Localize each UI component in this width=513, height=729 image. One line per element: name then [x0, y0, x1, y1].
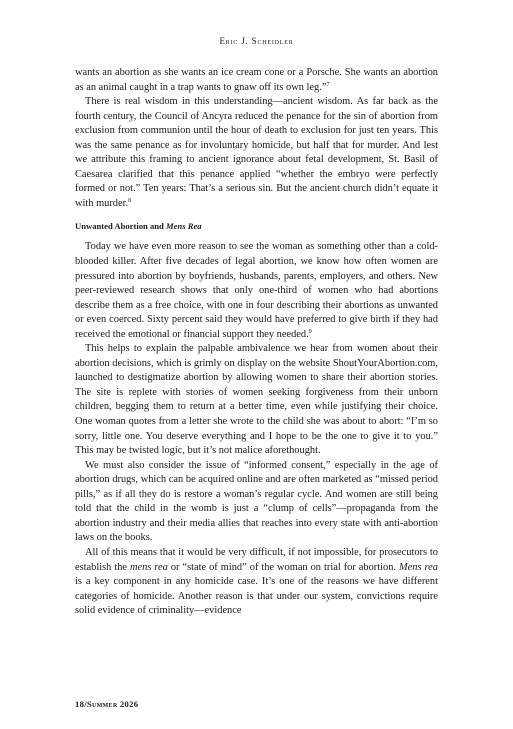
paragraph-3 — [75, 240, 438, 342]
page-folio: 18/Summer 2026 — [75, 699, 139, 709]
section-heading — [75, 220, 438, 232]
paragraph-6 — [75, 546, 438, 619]
paragraph-2 — [75, 95, 438, 211]
paragraph-1 — [75, 66, 438, 95]
paragraph-4: This helps to explain the palpable ambivalence we hear from women about their abortion decisions, which is grimly on display on the website ShoutYourAbortion.com, launched to destigmatize abortion by allowing women to share their abortion stories. The site is replete with stories of women seeking forgiveness from their unborn children, begging them to return at a better time, even while justifying their choice. One woman quotes from a letter she wrote to the child she was about to abort: “I’m so sorry, little one. You deserve everything and I hope to be the one to give it to you.” This may be twisted logic, but it’s not malice aforethought. — [75, 343, 438, 457]
paragraph-5: We must also consider the issue of “informed consent,” especially in the age of abortion drugs, which can be acquired online and are often marketed as “missed period pills,” as if all they do is restore a woman’s regular cycle. And women are still being told that the child in the womb is just a “clump of cells”—propaganda from the abortion industry and their media allies that reaches into every state with anti-abortion laws on the books. — [75, 459, 438, 544]
paragraph-2-text: There is real wisdom in this understanding—ancient wisdom. As far back as the fourth century, the Council of Ancyra reduced the penance for the sin of abortion from exclusion from communion until the hour of death to exclusion for just ten years. This was the same penance as for involuntary homicide, but half that for murder. And lest we attribute this framing to ancient ignorance about fetal development, St. Basil of Caesarea clarified that this penance applied “whether the embryo were perfectly formed or not.” Ten years: That’s a serious sin. But the ancient church didn’t equate it with murder. — [75, 96, 438, 209]
paragraph-6-part-2: or “state of mind” of the woman on trial for abortion. — [167, 561, 400, 573]
footnote-ref-7[interactable]: 7 — [326, 81, 330, 88]
paragraph-1-text: wants an abortion as she wants an ice cream cone or a Porsche. She wants an abortion as an animal caught in a trap wants to gnaw off its own leg.” — [75, 67, 438, 93]
footnote-ref-9[interactable]: 9 — [308, 328, 312, 335]
section-heading-italic: Mens Rea — [165, 221, 202, 232]
section-heading-roman: Unwanted Abortion and — [75, 221, 166, 232]
mens-rea-term-1: mens rea — [130, 561, 168, 573]
running-head: Eric J. Scheidler — [219, 36, 294, 46]
paragraph-6-part-3: is a key component in any homicide case. It’s one of the reasons we have different categories of homicide. Another reason is that under our system, convictions require solid evidence of criminality—evidence — [75, 576, 438, 617]
mens-rea-term-2: Mens rea — [399, 561, 438, 573]
article-body — [75, 66, 438, 619]
paragraph-3-text: Today we have even more reason to see the woman as something other than a cold-blooded killer. After five decades of legal abortion, we know how often women are pressured into abortion by boyfriends, husbands, parents, employers, and others. New peer-reviewed research shows that only one-third of women who had abortions describe them as a free choice, with one in four describing their abortions as unwanted or even coerced. Sixty percent said they would have preferred to give birth if they had received the emotional or financial support they needed. — [75, 241, 438, 340]
footnote-ref-8[interactable]: 8 — [128, 197, 132, 204]
paragraph-6-part-1: All of this means that it would be very difficult, if not impossible, for prosecutors to establish the — [75, 546, 438, 573]
